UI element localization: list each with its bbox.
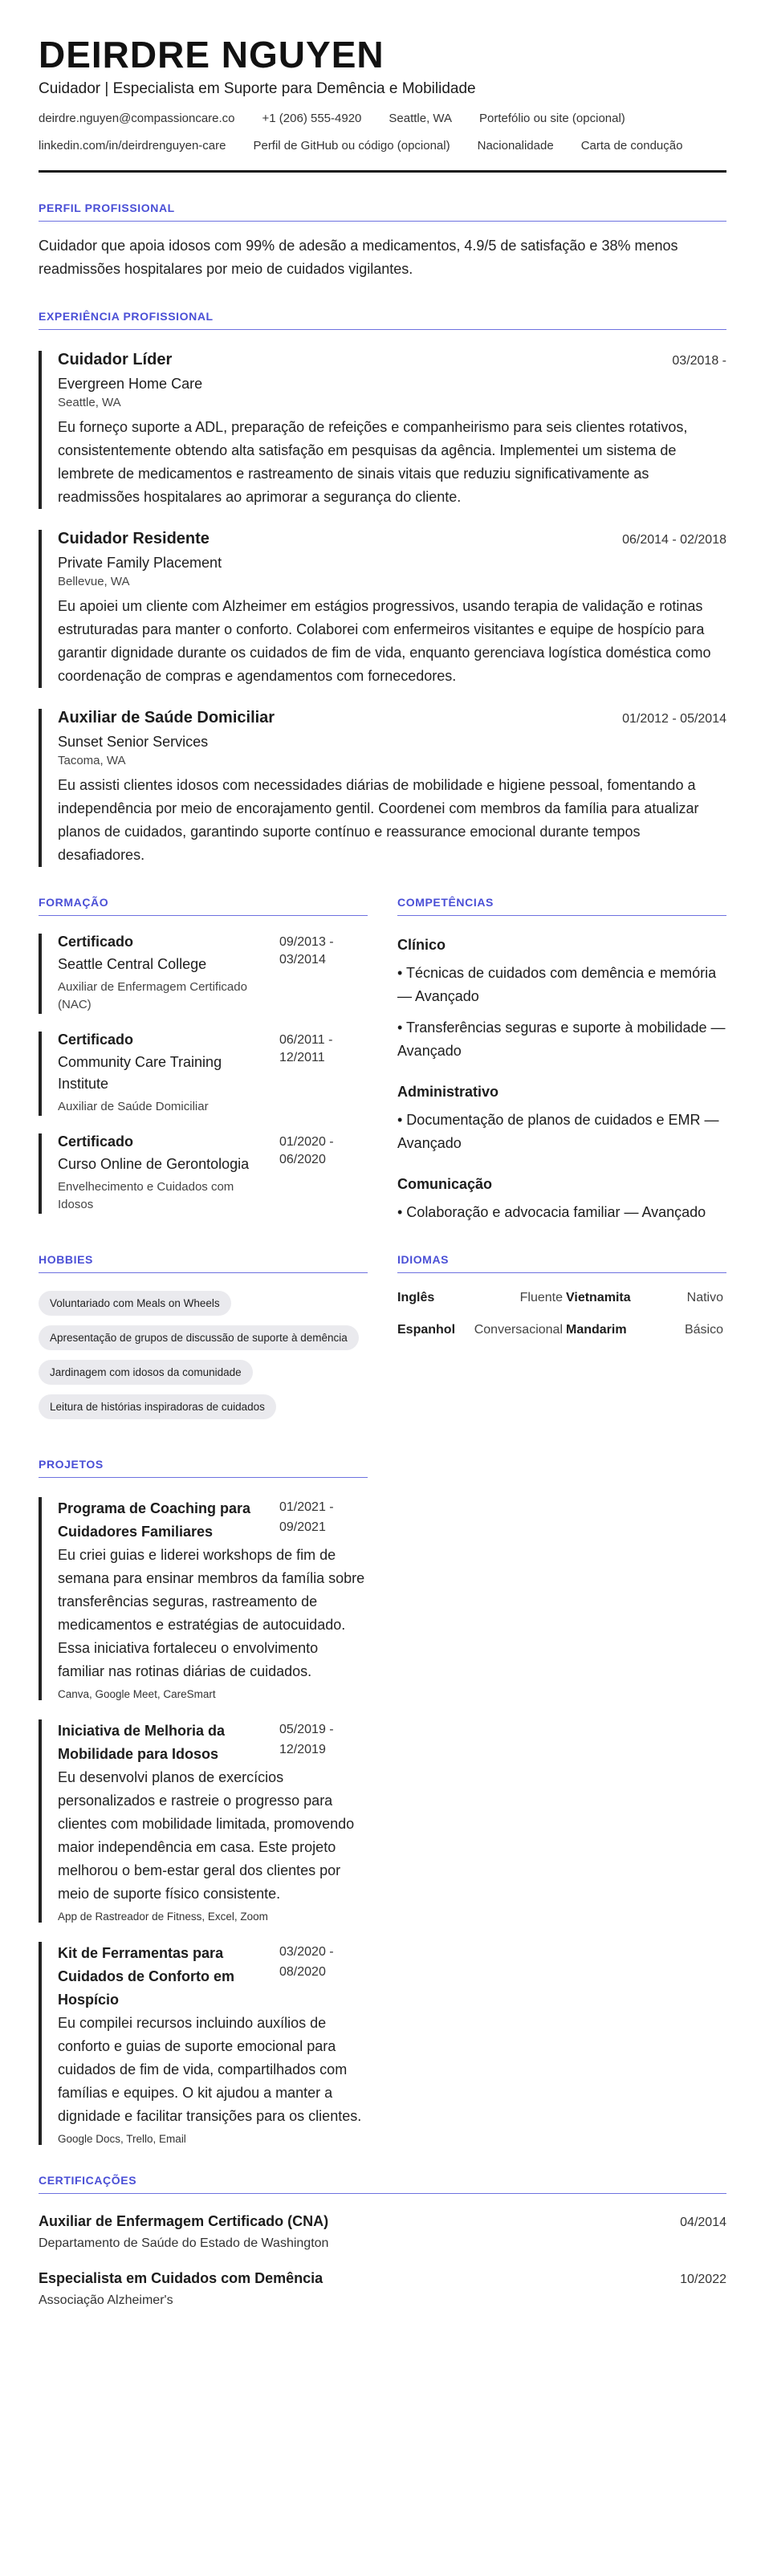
section-title: PERFIL PROFISSIONAL bbox=[39, 201, 726, 222]
project-title: Kit de Ferramentas para Cuidados de Conforto em Hospício bbox=[58, 1945, 234, 2008]
job-company: Sunset Senior Services bbox=[58, 734, 209, 751]
summary-section bbox=[39, 201, 726, 281]
project-tools: Google Docs, Trello, Email bbox=[58, 2133, 186, 2146]
hobbies-languages-row bbox=[39, 1224, 726, 1429]
education-item bbox=[39, 934, 368, 1014]
skill-item: • Colaboração e advocacia familiar — Avançado bbox=[397, 1204, 706, 1221]
certification-item bbox=[39, 2270, 726, 2308]
job-location: Bellevue, WA bbox=[58, 575, 130, 589]
project-title: Programa de Coaching para Cuidadores Familiares bbox=[58, 1500, 251, 1540]
certification-name: Especialista em Cuidados com Demência bbox=[39, 2270, 323, 2287]
contact-location: Seattle, WA bbox=[389, 112, 453, 126]
project-tools: Canva, Google Meet, CareSmart bbox=[58, 1688, 216, 1701]
hobby-tag: Jardinagem com idosos da comunidade bbox=[39, 1360, 253, 1385]
education-degree: Certificado bbox=[58, 1133, 134, 1150]
header-divider bbox=[39, 170, 726, 173]
summary-text: Cuidador que apoia idosos com 99% de adesão a medicamentos, 4.9/5 de satisfação e 38% menos readmissões hospitalares por meio de cuidados vigilantes. bbox=[39, 238, 678, 278]
project-item bbox=[39, 1942, 368, 2145]
language-name: Vietnamita bbox=[566, 1291, 631, 1305]
education-school: Seattle Central College bbox=[58, 956, 207, 973]
language-item bbox=[566, 1291, 726, 1305]
candidate-name: DEIRDRE NGUYEN bbox=[39, 34, 385, 75]
project-description: Eu desenvolvi planos de exercícios personalizados e rastreie o progresso para clientes com mobilidade limitada, promovendo maior independência em casa. Este projeto melhorou o bem-estar geral dos clientes por meio de suporte físico consistente. bbox=[58, 1769, 355, 1902]
education-field: Auxiliar de Saúde Domiciliar bbox=[58, 1100, 209, 1114]
skill-category: Comunicação bbox=[397, 1176, 493, 1193]
education-degree: Certificado bbox=[58, 1032, 134, 1048]
project-dates: 05/2019 - 12/2019 bbox=[279, 1723, 334, 1757]
project-title: Iniciativa de Melhoria da Mobilidade para Idosos bbox=[58, 1723, 226, 1763]
education-school: Community Care Training Institute bbox=[58, 1054, 222, 1093]
language-level: Conversacional bbox=[474, 1323, 563, 1337]
skill-category: Clínico bbox=[397, 937, 446, 954]
job-dates: 06/2014 - 02/2018 bbox=[622, 533, 726, 547]
language-level: Nativo bbox=[686, 1291, 723, 1305]
language-item bbox=[397, 1323, 566, 1337]
resume-header bbox=[39, 35, 726, 173]
job-description: Eu assisti clientes idosos com necessidades diárias de mobilidade e higiene pessoal, fomentando a independência por meio de encorajamento gentil. Coordenei com membros da família para atualizar planos de cuidados, garantindo suporte contínuo e reassurance emocional durante tempos desafiadores. bbox=[58, 777, 699, 864]
project-dates: 01/2021 - 09/2021 bbox=[279, 1500, 334, 1535]
skills-section bbox=[397, 867, 726, 1224]
education-dates: 09/2013 - 03/2014 bbox=[279, 935, 334, 967]
contact-linkedin[interactable]: linkedin.com/in/deirdrenguyen-care bbox=[39, 139, 226, 153]
language-name: Espanhol bbox=[397, 1323, 456, 1337]
language-name: Inglês bbox=[397, 1291, 435, 1305]
candidate-subtitle: Cuidador | Especialista em Suporte para Demência e Mobilidade bbox=[39, 80, 476, 98]
certifications-section bbox=[39, 2174, 726, 2308]
section-title: PROJETOS bbox=[39, 1458, 368, 1478]
project-tools: App de Rastreador de Fitness, Excel, Zoom bbox=[58, 1911, 268, 1923]
language-level: Básico bbox=[684, 1323, 723, 1337]
skill-item: • Transferências seguras e suporte à mobilidade — Avançado bbox=[397, 1019, 726, 1060]
certification-issuer: Associação Alzheimer's bbox=[39, 2293, 173, 2308]
contact-github[interactable]: Perfil de GitHub ou código (opcional) bbox=[253, 139, 450, 153]
language-item bbox=[566, 1323, 726, 1337]
project-item bbox=[39, 1497, 368, 1700]
job-description: Eu apoiei um cliente com Alzheimer em estágios progressivos, usando terapia de validação e rotinas estruturadas para manter o conforto. Colaborei com enfermeiros visitantes e equipe de hospício para garantir dignidade durante os cuidados de fim de vida, enquanto gerenciava logística doméstica como coordenação de compras e agendamentos com fornecedores. bbox=[58, 598, 711, 685]
education-degree: Certificado bbox=[58, 934, 134, 950]
education-school: Curso Online de Gerontologia bbox=[58, 1156, 250, 1173]
language-name: Mandarim bbox=[566, 1323, 627, 1337]
experience-item bbox=[39, 351, 726, 509]
section-title: HOBBIES bbox=[39, 1253, 368, 1273]
section-title: FORMAÇÃO bbox=[39, 896, 368, 916]
education-item bbox=[39, 1032, 368, 1116]
language-list bbox=[397, 1291, 726, 1337]
job-company: Private Family Placement bbox=[58, 555, 222, 572]
certification-issuer: Departamento de Saúde do Estado de Washington bbox=[39, 2236, 329, 2251]
job-location: Seattle, WA bbox=[58, 396, 121, 410]
project-description: Eu criei guias e liderei workshops de fim de semana para ensinar membros da família sobre transferências seguras, rastreamento de medicamentos e estratégias de autocuidado. Essa iniciativa fortaleceu o envolvimento familiar nas rotinas diárias de cuidados. bbox=[58, 1547, 365, 1680]
contact-phone[interactable]: +1 (206) 555-4920 bbox=[262, 112, 362, 126]
certification-name: Auxiliar de Enfermagem Certificado (CNA) bbox=[39, 2213, 329, 2230]
contact-portfolio[interactable]: Portefólio ou site (opcional) bbox=[479, 112, 625, 126]
certification-item bbox=[39, 2213, 726, 2251]
experience-item bbox=[39, 530, 726, 688]
project-description: Eu compilei recursos incluindo auxílios de conforto e guias de suporte emocional para cuidados de fim de vida, compartilhados com famílias e equipes. O kit ajudou a manter a dignidade e facilitar transições para os clientes. bbox=[58, 2015, 362, 2125]
education-section bbox=[39, 867, 368, 1224]
language-item bbox=[397, 1291, 566, 1305]
education-field: Envelhecimento e Cuidados com Idosos bbox=[58, 1180, 234, 1212]
job-title: Cuidador Residente bbox=[58, 530, 210, 548]
experience-item bbox=[39, 709, 726, 867]
skill-item: • Documentação de planos de cuidados e EMR — Avançado bbox=[397, 1112, 719, 1152]
hobby-list bbox=[39, 1291, 368, 1429]
project-item bbox=[39, 1719, 368, 1923]
hobbies-section bbox=[39, 1224, 368, 1429]
certification-date: 04/2014 bbox=[680, 2216, 726, 2230]
skill-category: Administrativo bbox=[397, 1084, 499, 1101]
job-title: Cuidador Líder bbox=[58, 351, 173, 369]
section-title: COMPETÊNCIAS bbox=[397, 896, 726, 916]
contact-nationality: Nacionalidade bbox=[477, 139, 554, 153]
education-field: Auxiliar de Enfermagem Certificado (NAC) bbox=[58, 980, 247, 1012]
certification-date: 10/2022 bbox=[680, 2273, 726, 2287]
job-description: Eu forneço suporte a ADL, preparação de refeições e companheirismo para seis clientes rotativos, consistentemente obtendo alta satisfação em pesquisas da agência. Implementei um sistema de lembrete de medicamentos e rastreamento de sinais vitais que reduziu significativamente as readmissões hospitalares ao aprimorar a segurança do cliente. bbox=[58, 419, 688, 506]
projects-section bbox=[39, 1458, 368, 2145]
job-dates: 03/2018 - bbox=[672, 354, 726, 368]
experience-section bbox=[39, 310, 726, 867]
hobby-tag: Voluntariado com Meals on Wheels bbox=[39, 1291, 231, 1316]
hobby-tag: Apresentação de grupos de discussão de suporte à demência bbox=[39, 1325, 359, 1350]
education-dates: 06/2011 - 12/2011 bbox=[279, 1033, 333, 1065]
job-title: Auxiliar de Saúde Domiciliar bbox=[58, 709, 275, 727]
section-title: EXPERIÊNCIA PROFISSIONAL bbox=[39, 310, 726, 330]
job-company: Evergreen Home Care bbox=[58, 376, 203, 393]
languages-section bbox=[397, 1224, 726, 1429]
job-location: Tacoma, WA bbox=[58, 754, 126, 768]
job-dates: 01/2012 - 05/2014 bbox=[622, 712, 726, 726]
contact-email[interactable]: deirdre.nguyen@compassioncare.co bbox=[39, 112, 235, 126]
section-title: IDIOMAS bbox=[397, 1253, 726, 1273]
language-level: Fluente bbox=[519, 1291, 563, 1305]
contact-list bbox=[39, 111, 726, 154]
skill-item: • Técnicas de cuidados com demência e memória — Avançado bbox=[397, 965, 717, 1005]
education-dates: 01/2020 - 06/2020 bbox=[279, 1135, 334, 1167]
education-item bbox=[39, 1133, 368, 1214]
hobby-tag: Leitura de histórias inspiradoras de cuidados bbox=[39, 1394, 276, 1419]
contact-driving-license: Carta de condução bbox=[580, 139, 683, 153]
section-title: CERTIFICAÇÕES bbox=[39, 2174, 726, 2194]
project-dates: 03/2020 - 08/2020 bbox=[279, 1945, 334, 1980]
education-skills-row bbox=[39, 867, 726, 1224]
